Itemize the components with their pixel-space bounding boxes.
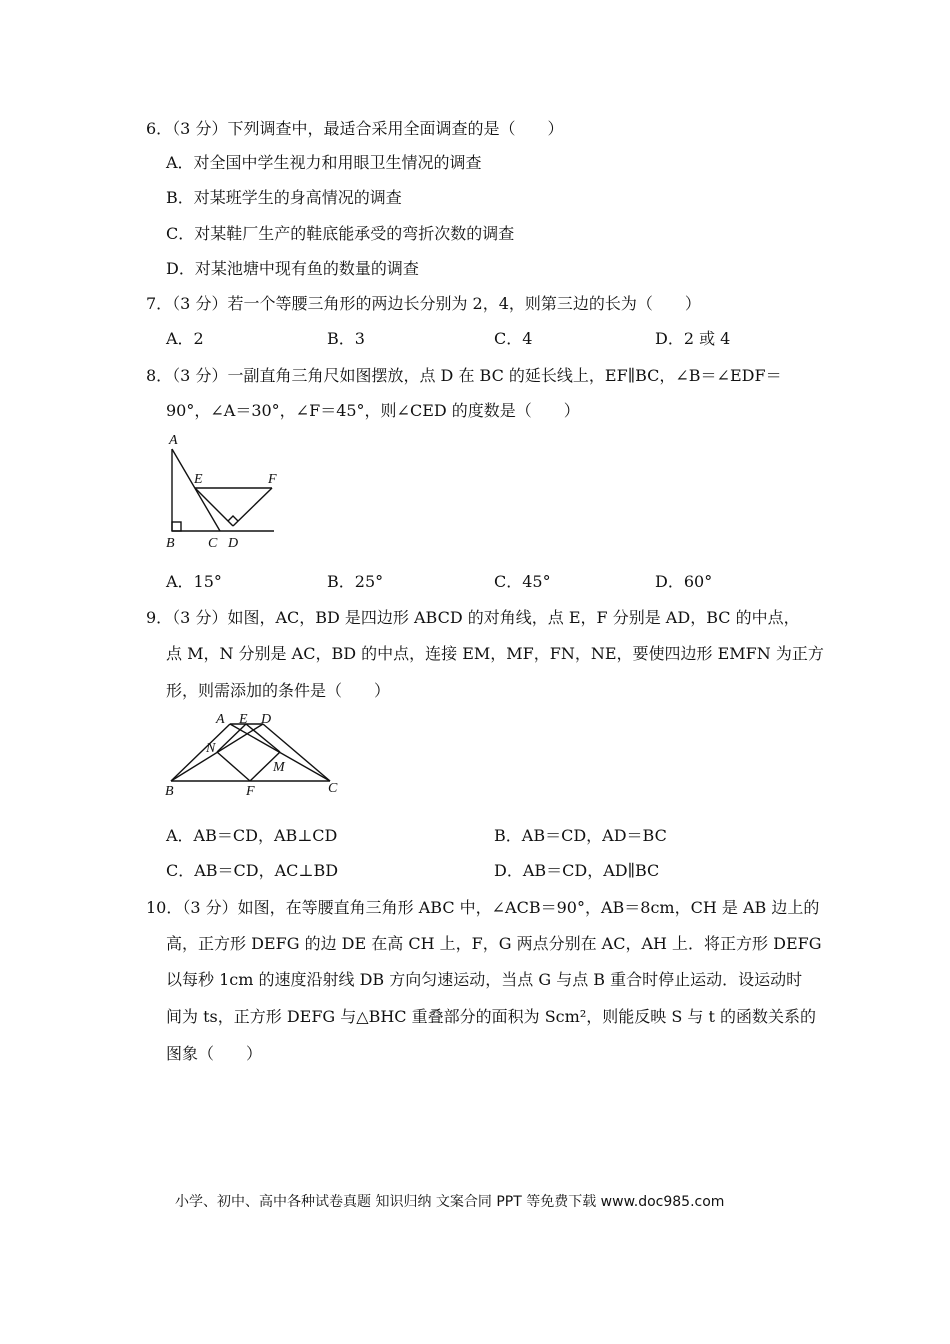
- q9-option-d: D．AB＝CD，AD∥BC: [494, 861, 660, 880]
- q9-option-c: C．AB＝CD，AC⊥BD: [166, 861, 339, 880]
- q8-label-e: E: [194, 472, 203, 487]
- q8-option-c: C．45°: [494, 572, 551, 591]
- q10-stem-line-4: 间为 ts，正方形 DEFG 与△BHC 重叠部分的面积为 Scm²，则能反映 S 与 t 的函数关系的: [166, 1007, 816, 1026]
- q10-stem-line-1: 10．（3 分）如图，在等腰直角三角形 ABC 中，∠ACB＝90°，AB＝8cm，CH 是 AB 边上的: [146, 898, 820, 917]
- q8-label-c: C: [208, 536, 218, 551]
- q8-label-f: F: [268, 472, 277, 487]
- q8-figure: [160, 430, 290, 552]
- q9-figure: [160, 706, 350, 802]
- q9-label-a: A: [216, 712, 225, 727]
- q8-label-b: B: [166, 536, 175, 551]
- q7-option-c: C．4: [494, 329, 533, 348]
- q8-option-b: B．25°: [327, 572, 384, 591]
- q7-option-a: A．2: [166, 329, 204, 348]
- q6-stem: 6．（3 分）下列调查中，最适合采用全面调查的是（ ）: [146, 119, 564, 138]
- q6-option-a: A．对全国中学生视力和用眼卫生情况的调查: [166, 153, 482, 172]
- q7-option-b: B．3: [327, 329, 365, 348]
- q8-stem-line-1: 8．（3 分）一副直角三角尺如图摆放，点 D 在 BC 的延长线上，EF∥BC，∠B＝∠EDF＝: [146, 366, 782, 385]
- q9-label-c: C: [328, 781, 338, 796]
- q9-stem-line-1: 9．（3 分）如图，AC，BD 是四边形 ABCD 的对角线，点 E，F 分别是 AD，BC 的中点，: [146, 608, 800, 627]
- q9-label-d: D: [261, 712, 272, 727]
- q8-label-d: D: [228, 536, 239, 551]
- q9-label-f: F: [246, 784, 255, 799]
- q9-stem-line-2: 点 M，N 分别是 AC，BD 的中点，连接 EM，MF，FN，NE，要使四边形 EMFN 为正方: [166, 644, 824, 663]
- q9-label-b: B: [165, 784, 174, 799]
- q6-option-d: D．对某池塘中现有鱼的数量的调查: [166, 259, 419, 278]
- q7-stem: 7．（3 分）若一个等腰三角形的两边长分别为 2，4，则第三边的长为（ ）: [146, 294, 701, 313]
- q6-option-c: C．对某鞋厂生产的鞋底能承受的弯折次数的调查: [166, 224, 515, 243]
- q8-label-a: A: [169, 433, 178, 448]
- q9-option-a: A．AB＝CD，AB⊥CD: [166, 826, 338, 845]
- q8-option-a: A．15°: [166, 572, 222, 591]
- q10-stem-line-3: 以每秒 1cm 的速度沿射线 DB 方向匀速运动，当点 G 与点 B 重合时停止运动．设运动时: [166, 970, 803, 989]
- q8-option-d: D．60°: [655, 572, 713, 591]
- q9-stem-line-3: 形，则需添加的条件是（ ）: [166, 681, 391, 700]
- q6-option-b: B．对某班学生的身高情况的调查: [166, 188, 402, 207]
- q10-stem-line-2: 高，正方形 DEFG 的边 DE 在高 CH 上，F，G 两点分别在 AC，AH 上．将正方形 DEFG: [166, 934, 822, 953]
- q9-label-m: M: [273, 760, 285, 775]
- q9-option-b: B．AB＝CD，AD＝BC: [494, 826, 667, 845]
- q10-stem-line-5: 图象（ ）: [166, 1044, 263, 1063]
- page-footer: 小学、初中、高中各种试卷真题 知识归纳 文案合同 PPT 等免费下载 www.doc985.com: [175, 1194, 725, 1210]
- q9-label-e: E: [239, 712, 248, 727]
- q8-stem-line-2: 90°，∠A＝30°，∠F＝45°，则∠CED 的度数是（ ）: [166, 401, 580, 420]
- q9-label-n: N: [206, 741, 216, 756]
- q7-option-d: D．2 或 4: [655, 329, 731, 348]
